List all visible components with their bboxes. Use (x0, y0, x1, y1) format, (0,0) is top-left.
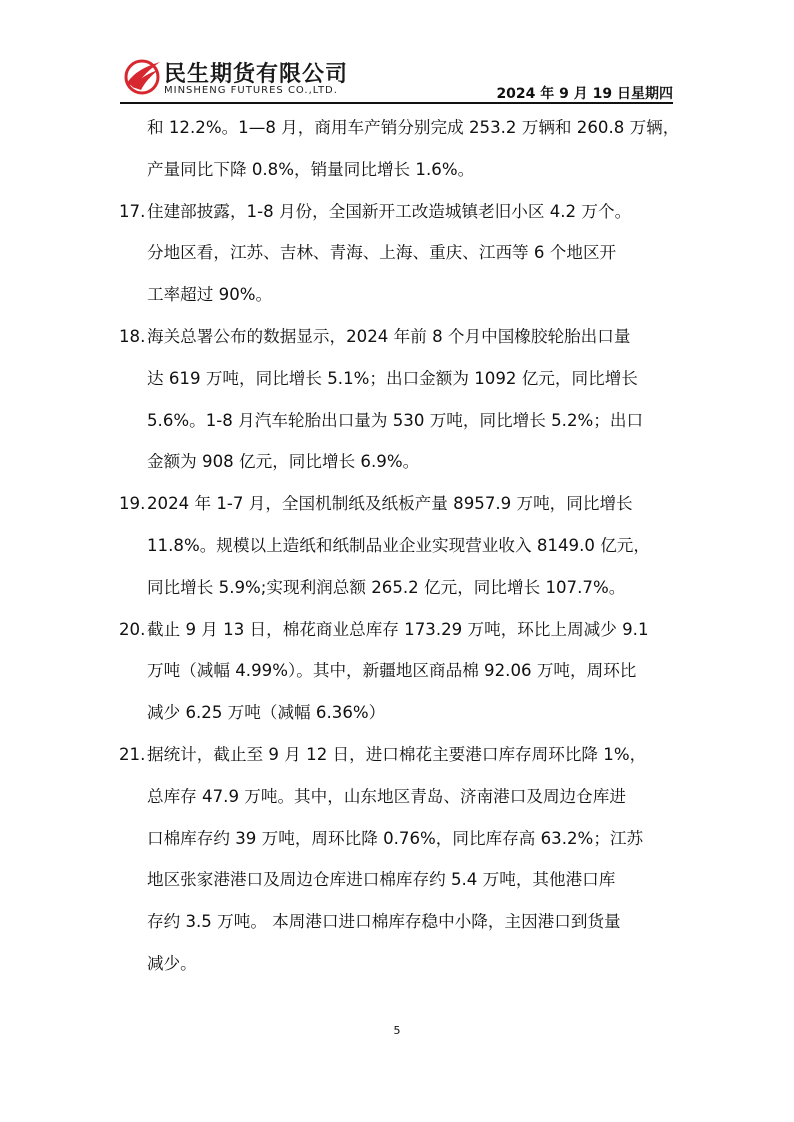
text-line: 同比增长 5.9%;实现利润总额 265.2 亿元，同比增长 107.7%。 (147, 577, 626, 597)
text-line: 产量同比下降 0.8%，销量同比增长 1.6%。 (147, 159, 475, 179)
page-number: 5 (393, 1024, 401, 1037)
item-number: 19. (119, 494, 146, 514)
text-line: 工率超过 90%。 (147, 285, 273, 305)
text-line: 2024 年 1-7 月，全国机制纸及纸板产量 8957.9 万吨，同比增长 (147, 494, 633, 514)
text-line: 减少 6.25 万吨（减幅 6.36%） (147, 703, 386, 723)
text-line: 减少。 (147, 953, 197, 973)
news-list (119, 107, 679, 985)
text-line: 口棉库存约 39 万吨，周环比降 0.76%，同比库存高 63.2%；江苏 (147, 828, 644, 848)
text-line: 分地区看，江苏、吉林、青海、上海、重庆、江西等 6 个地区开 (147, 243, 617, 263)
text-line: 海关总署公布的数据显示，2024 年前 8 个月中国橡胶轮胎出口量 (147, 326, 631, 346)
news-item-18 (119, 316, 679, 483)
text-line: 地区张家港港口及周边仓库进口棉库存约 5.4 万吨，其他港口库 (147, 870, 616, 890)
text-line: 住建部披露，1-8 月份，全国新开工改造城镇老旧小区 4.2 万个。 (147, 201, 632, 221)
news-item-17 (119, 191, 679, 316)
text-line: 截止 9 月 13 日，棉花商业总库存 173.29 万吨，环比上周减少 9.1 (147, 619, 649, 639)
text-line: 和 12.2%。1—8 月，商用车产销分别完成 253.2 万辆和 260.8 万辆， (147, 118, 680, 137)
text-line: 金额为 908 亿元，同比增长 6.9%。 (147, 452, 420, 472)
item-number: 20. (119, 619, 146, 639)
text-line: 存约 3.5 万吨。 本周港口进口棉库存稳中小降，主因港口到货量 (147, 912, 621, 932)
news-item-19 (119, 483, 679, 608)
text-line: 万吨（减幅 4.99%）。其中，新疆地区商品棉 92.06 万吨，周环比 (147, 661, 637, 681)
news-item-21 (119, 734, 679, 985)
company-logo (120, 54, 380, 100)
text-line: 5.6%。1-8 月汽车轮胎出口量为 530 万吨，同比增长 5.2%；出口 (147, 410, 644, 430)
text-line: 据统计，截止至 9 月 12 日，进口棉花主要港口库存周环比降 1%， (147, 744, 647, 764)
item-number: 18. (119, 326, 146, 346)
item-number: 17. (119, 201, 146, 221)
brand-name-en: MINSHENG FUTURES CO.,LTD. (164, 85, 338, 96)
continued-paragraph (119, 107, 679, 191)
text-line: 11.8%。规模以上造纸和纸制品业企业实现营业收入 8149.0 亿元， (147, 535, 650, 555)
page-header (120, 54, 673, 104)
item-number: 21. (119, 744, 146, 764)
minsheng-swoosh-logo-icon (124, 56, 162, 96)
brand-name-cn: 民生期货有限公司 (164, 62, 349, 87)
text-line: 达 619 万吨，同比增长 5.1%；出口金额为 1092 亿元，同比增长 (147, 368, 638, 388)
text-line: 总库存 47.9 万吨。其中，山东地区青岛、济南港口及周边仓库进 (147, 786, 626, 806)
news-item-20 (119, 609, 679, 734)
report-date: 2024 年 9 月 19 日星期四 (496, 86, 673, 102)
